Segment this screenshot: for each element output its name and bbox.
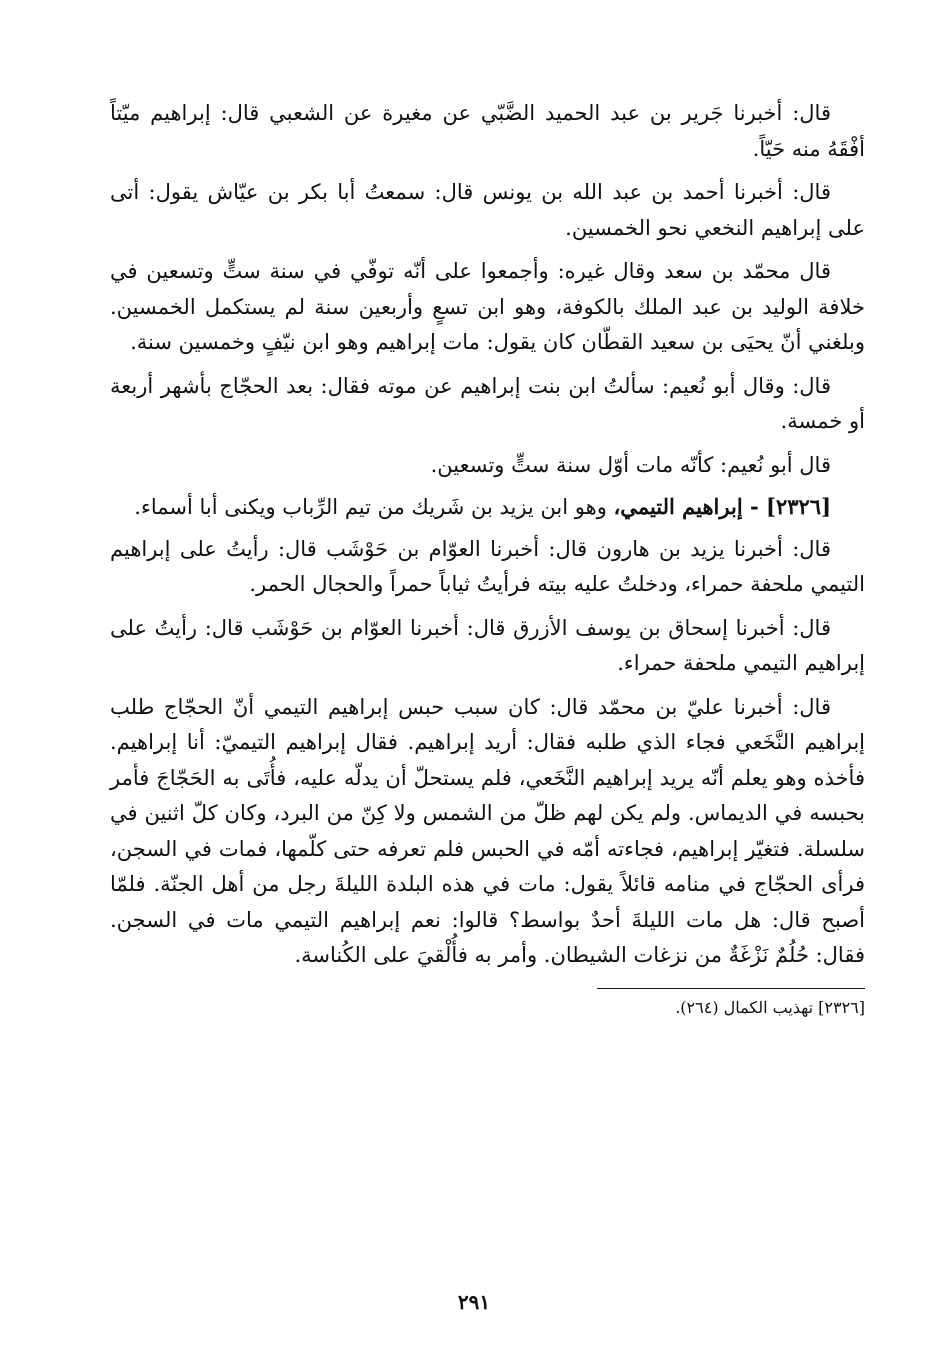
paragraph-shabi: قال: أخبرنا جَرير بن عبد الحميد الضَّبّي عن مغيرة عن الشعبي قال: إبراهيم ميّتاً أفْقَهُ منه حَيّاً. [110, 101, 865, 161]
paragraph-abu-nuaim-1: قال: وقال أبو نُعيم: سألتُ ابن بنت إبراهيم عن موته فقال: بعد الحجّاج بأشهر أربعة أو خمسة. [110, 373, 865, 433]
paragraph-imprisonment: قال: أخبرنا عليّ بن محمّد قال: كان سبب حبس إبراهيم التيمي أنّ الحجّاج طلب إبراهيم النَّخَعي فجاء الذي طلبه فقال: أريد إبراهيم. فقال إبراهيم التيميّ: أنا إبراهيم. فأخذه وهو يعلم أنّه يريد إبراهيم النَّخَعي، فلم يستحلّ أن يدلّه عليه، فأُتَى به الحَجّاجَ فأمر بحبسه في الديماس. ولم يكن لهم ظلّ من الشمس ولا كِنّ من البرد، وكان كلّ اثنين في سلسلة. فتغيّر إبراهيم، فجاءته أمّه في الحبس فلم تعرفه حتى كلّمها، فمات في السجن، فرأى الحجّاج في منامه قائلاً يقول: مات في هذه البلدة الليلةَ رجل من أهل الجنّة. فلمّا أصبح قال: هل مات الليلةَ أحدٌ بواسط؟ قالوا: نعم إبراهيم التيمي مات في السجن. فقال: حُلُمٌ نَزْغَةٌ من نزغات الشيطان. وأمر به فأُلْقيَ على الكُناسة. [110, 694, 865, 967]
entry-ibrahim-taymi [110, 489, 865, 526]
entry-text: وهو ابن يزيد بن شَريك من تيم الرِّباب ويكنى أبا أسماء. [134, 495, 614, 519]
entry-heading: [٢٣٢٦] - إبراهيم التيمي، [613, 494, 831, 519]
page-number: ٢٩١ [457, 1290, 491, 1314]
footnote-divider [597, 988, 865, 989]
paragraph-ibn-ayyash: قال: أخبرنا أحمد بن عبد الله بن يونس قال: سمعتُ أبا بكر بن عيّاش يقول: أتى على إبراهيم النخعي نحو الخمسين. [110, 180, 865, 240]
paragraph-red-cloak-2: قال: أخبرنا إسحاق بن يوسف الأزرق قال: أخبرنا العوّام بن حَوْشَب قال: رأيتُ على إبراهيم التيمي ملحفة حمراء. [110, 615, 865, 675]
paragraph-abu-nuaim-2: قال أبو نُعيم: كأنّه مات أوّل سنة ستٍّ وتسعين. [430, 452, 831, 477]
paragraph-death-date: قال محمّد بن سعد وقال غيره: وأجمعوا على أنّه توفّي في سنة ستٍّ وتسعين في خلافة الوليد بن عبد الملك بالكوفة، وهو ابن تسعٍ وأربعين سنة لم يستكمل الخمسين. وبلغني أنّ يحيَى بن سعيد القطّان كان يقول: مات إبراهيم وهو ابن نيّفٍ وخمسين سنة. [110, 259, 865, 354]
paragraph-red-cloak-1: قال: أخبرنا يزيد بن هارون قال: أخبرنا العوّام بن حَوْشَب قال: رأيتُ على إبراهيم التيمي ملحفة حمراء، ودخلتُ عليه بيته فرأيتُ ثياباً حمراً والحجال الحمر. [110, 536, 865, 596]
page-body [110, 96, 865, 1021]
footnote: [٢٣٢٦] تهذيب الكمال (٢٦٤). [675, 997, 865, 1017]
